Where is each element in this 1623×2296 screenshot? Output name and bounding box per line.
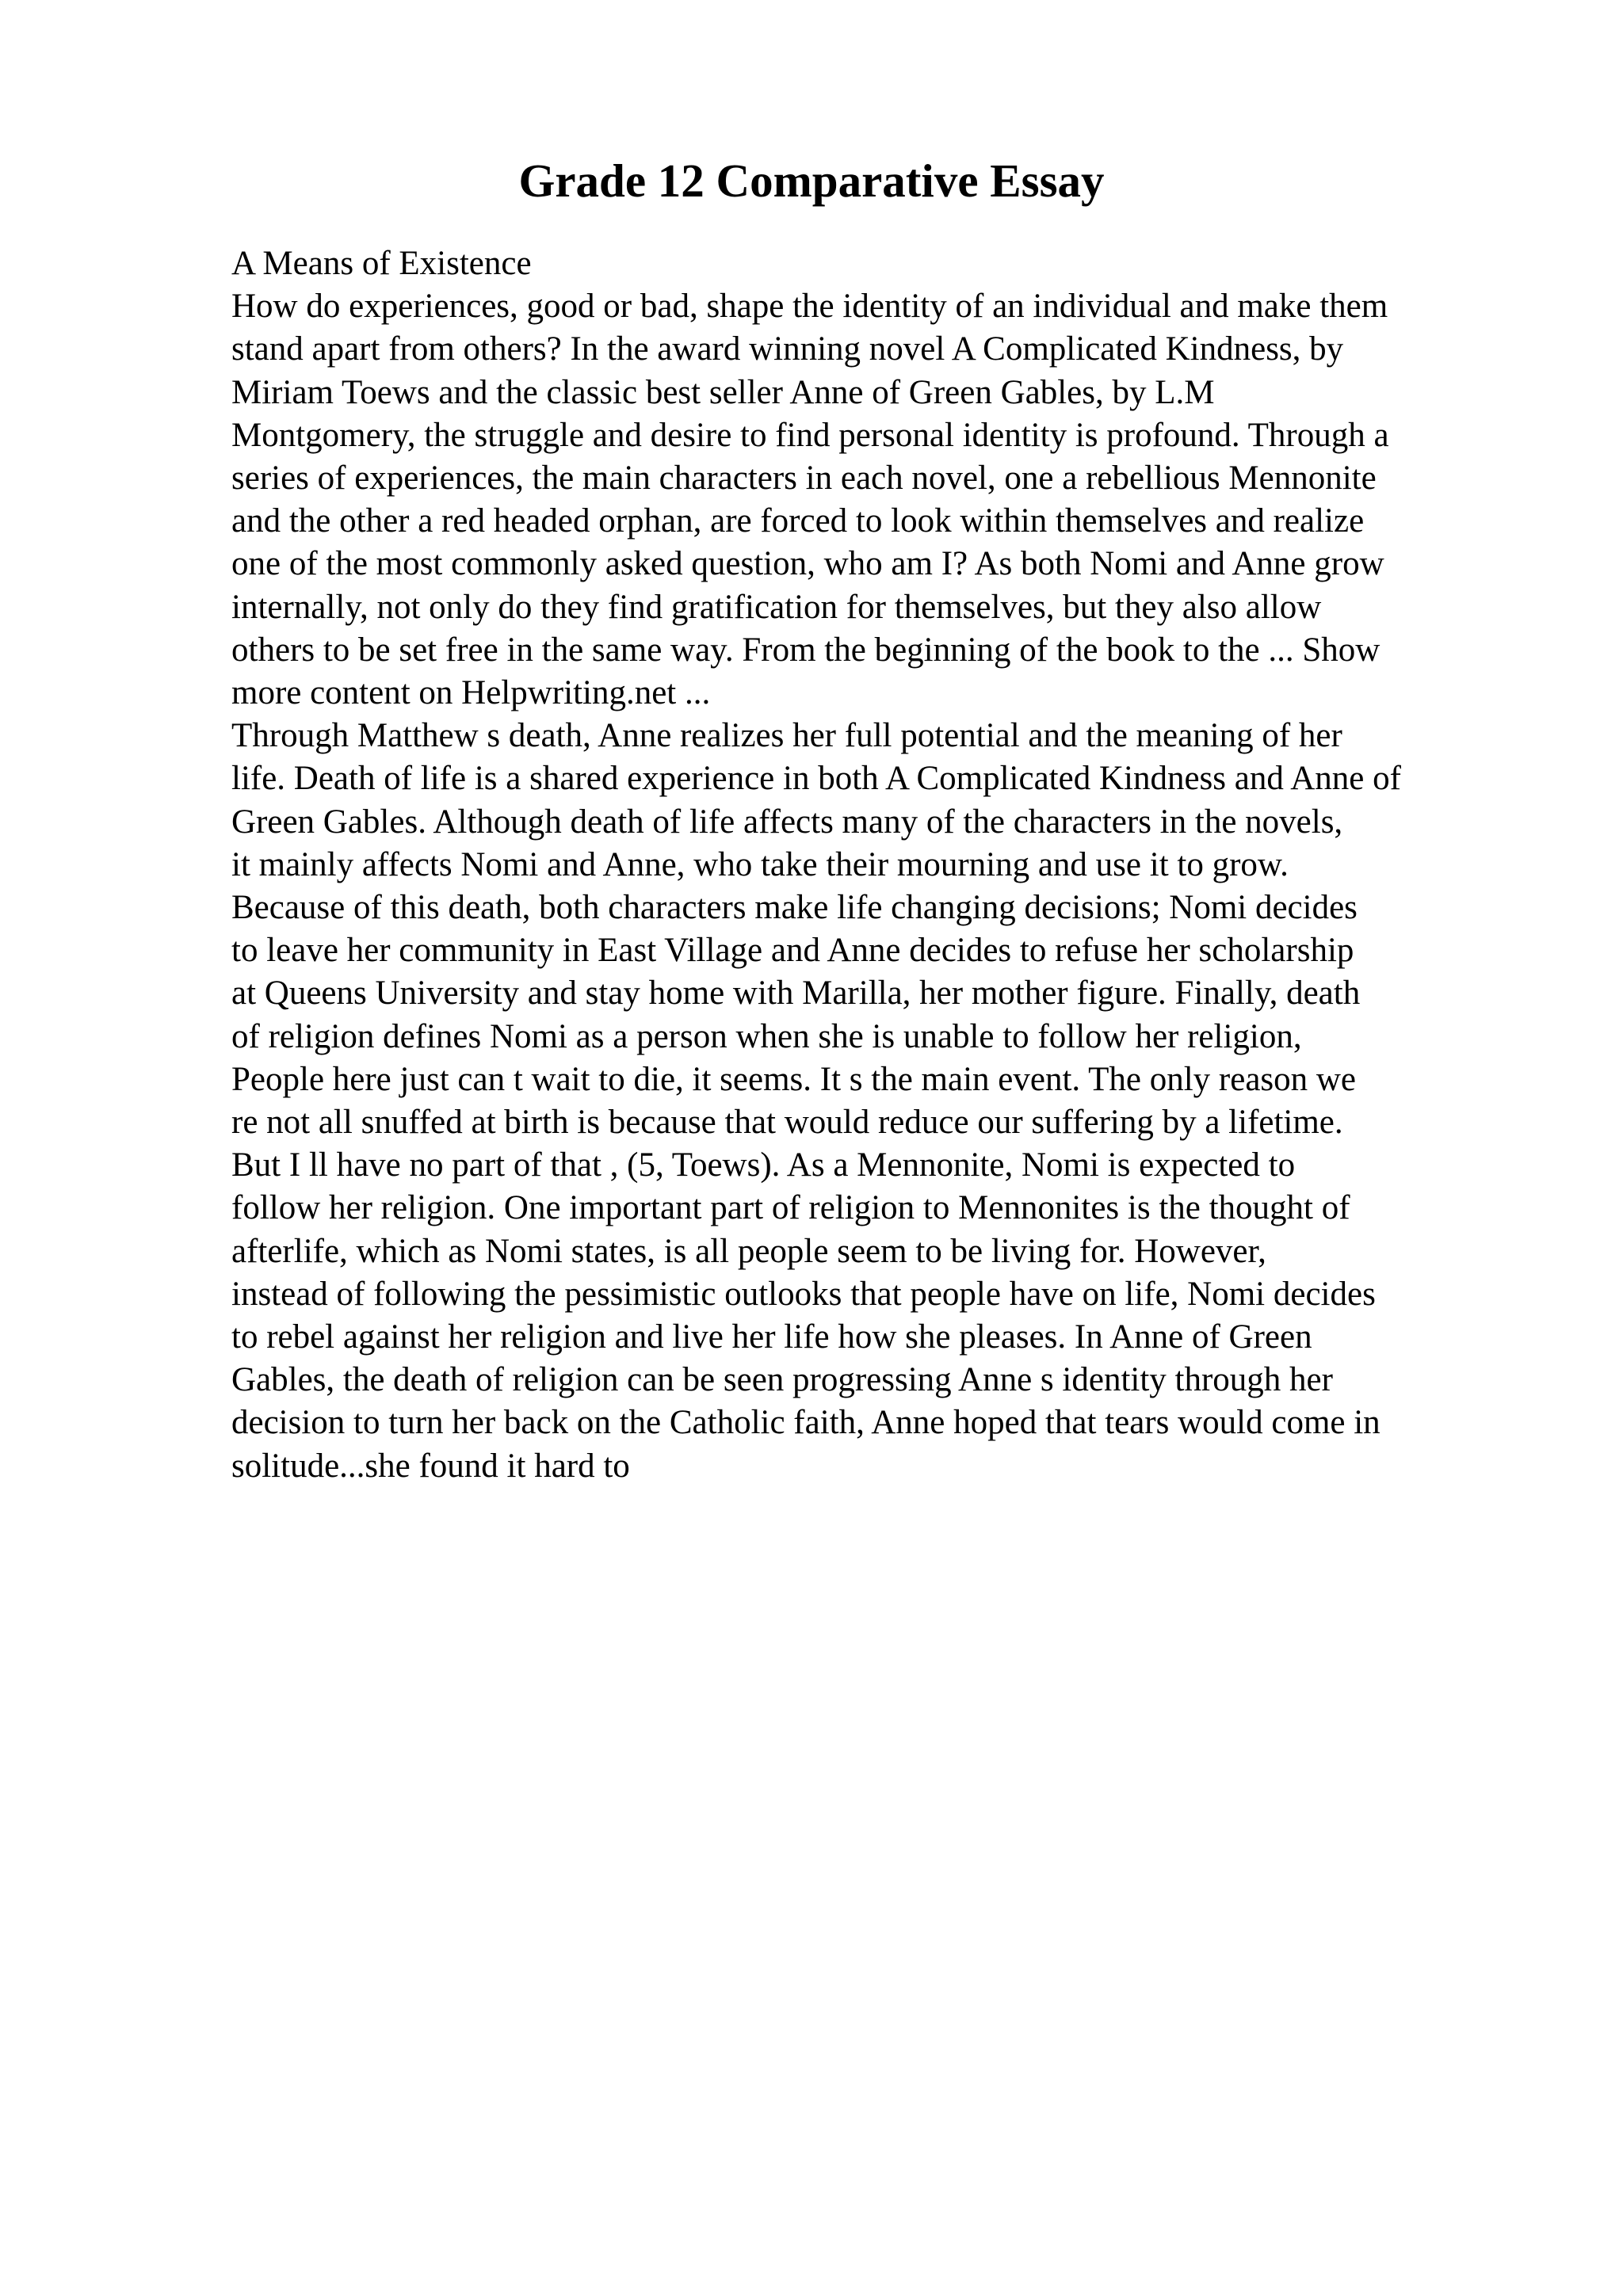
essay-line: stand apart from others? In the award winning novel A Complicated Kindness, by <box>231 330 1344 368</box>
essay-line: People here just can t wait to die, it seems. It s the main event. The only reason we <box>231 1060 1357 1098</box>
essay-line: decision to turn her back on the Catholic faith, Anne hoped that tears would come in <box>231 1404 1381 1442</box>
essay-line: life. Death of life is a shared experience in both A Complicated Kindness and Anne of <box>231 760 1401 798</box>
essay-line: re not all snuffed at birth is because that would reduce our suffering by a lifetime. <box>231 1104 1343 1142</box>
essay-line: afterlife, which as Nomi states, is all people seem to be living for. However, <box>231 1232 1266 1270</box>
essay-line: of religion defines Nomi as a person when she is unable to follow her religion, <box>231 1017 1302 1055</box>
essay-line: and the other a red headed orphan, are forced to look within themselves and realize <box>231 502 1365 540</box>
essay-line: A Means of Existence <box>231 245 532 282</box>
essay-line: it mainly affects Nomi and Anne, who take their mourning and use it to grow. <box>231 845 1289 883</box>
essay-line: internally, not only do they find gratification for themselves, but they also allow <box>231 588 1322 626</box>
essay-line: Through Matthew s death, Anne realizes her full potential and the meaning of her <box>231 717 1342 755</box>
essay-line: others to be set free in the same way. From the beginning of the book to the ... Show <box>231 631 1381 669</box>
essay-line: Green Gables. Although death of life affects many of the characters in the novels, <box>231 803 1343 841</box>
essay-line: more content on Helpwriting.net ... <box>231 674 711 712</box>
essay-body <box>231 242 1610 1488</box>
essay-line: at Queens University and stay home with Marilla, her mother figure. Finally, death <box>231 974 1361 1013</box>
essay-line: instead of following the pessimistic outlooks that people have on life, Nomi decides <box>231 1275 1376 1313</box>
essay-line: series of experiences, the main characters in each novel, one a rebellious Mennonite <box>231 460 1377 498</box>
essay-line: Because of this death, both characters make life changing decisions; Nomi decides <box>231 889 1358 927</box>
essay-line: one of the most commonly asked question, who am I? As both Nomi and Anne grow <box>231 545 1384 583</box>
essay-line: to leave her community in East Village and Anne decides to refuse her scholarship <box>231 932 1354 970</box>
essay-line: solitude...she found it hard to <box>231 1447 630 1485</box>
essay-line: follow her religion. One important part of religion to Mennonites is the thought of <box>231 1189 1350 1227</box>
essay-line: But I ll have no part of that , (5, Toews). As a Mennonite, Nomi is expected to <box>231 1146 1296 1184</box>
essay-line: Miriam Toews and the classic best seller Anne of Green Gables, by L.M <box>231 373 1215 411</box>
essay-line: Montgomery, the struggle and desire to find personal identity is profound. Through a <box>231 416 1389 454</box>
essay-line: Gables, the death of religion can be seen progressing Anne s identity through her <box>231 1361 1333 1399</box>
essay-line: How do experiences, good or bad, shape the identity of an individual and make them <box>231 288 1388 326</box>
page-title: Grade 12 Comparative Essay <box>518 154 1105 207</box>
essay-line: to rebel against her religion and live her life how she pleases. In Anne of Green <box>231 1318 1312 1356</box>
